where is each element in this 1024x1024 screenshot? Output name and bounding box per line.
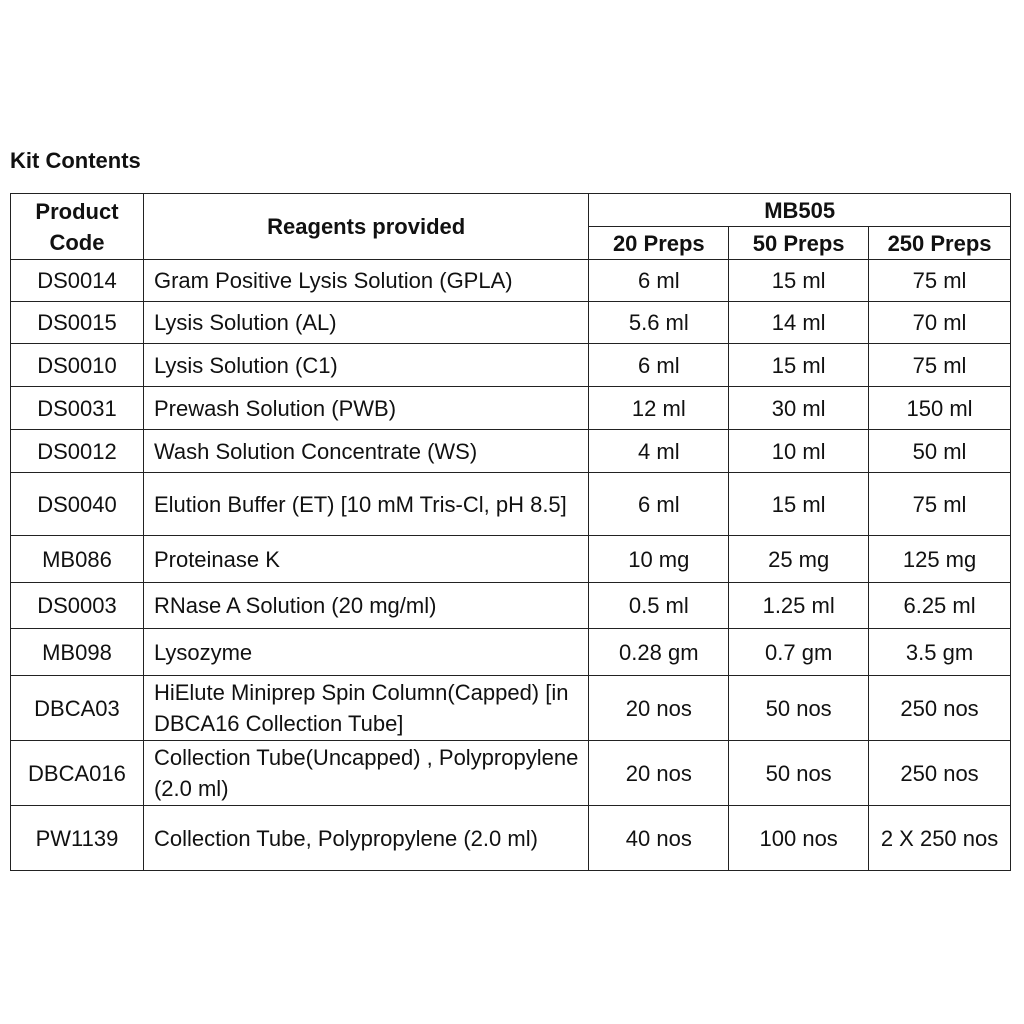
qty-250-preps-cell: 50 ml bbox=[869, 430, 1011, 473]
header-product-code: Product Code bbox=[11, 194, 144, 260]
reagent-cell: Lysozyme bbox=[143, 629, 588, 676]
qty-50-preps-cell: 100 nos bbox=[729, 806, 869, 871]
product-code-cell: PW1139 bbox=[11, 806, 144, 871]
qty-50-preps-cell: 0.7 gm bbox=[729, 629, 869, 676]
qty-50-preps-cell: 50 nos bbox=[729, 676, 869, 741]
product-code-cell: DS0031 bbox=[11, 387, 144, 430]
product-code-cell: DS0010 bbox=[11, 344, 144, 387]
table-row bbox=[11, 302, 1011, 344]
table-row bbox=[11, 430, 1011, 473]
qty-20-preps-cell: 6 ml bbox=[589, 344, 729, 387]
qty-20-preps-cell: 6 ml bbox=[589, 473, 729, 536]
table-row bbox=[11, 260, 1011, 302]
qty-250-preps-cell: 6.25 ml bbox=[869, 583, 1011, 629]
product-code-cell: DBCA03 bbox=[11, 676, 144, 741]
reagent-cell: Wash Solution Concentrate (WS) bbox=[143, 430, 588, 473]
header-kit: MB505 bbox=[589, 194, 1011, 227]
qty-250-preps-cell: 125 mg bbox=[869, 536, 1011, 583]
section-title: Kit Contents bbox=[10, 148, 141, 173]
qty-50-preps-cell: 50 nos bbox=[729, 741, 869, 806]
qty-250-preps-cell: 150 ml bbox=[869, 387, 1011, 430]
product-code-cell: MB086 bbox=[11, 536, 144, 583]
qty-50-preps-cell: 15 ml bbox=[729, 473, 869, 536]
qty-50-preps-cell: 15 ml bbox=[729, 344, 869, 387]
qty-250-preps-cell: 2 X 250 nos bbox=[869, 806, 1011, 871]
reagent-cell: Collection Tube(Uncapped) , Polypropylene (2.0 ml) bbox=[143, 741, 588, 806]
product-code-cell: DS0040 bbox=[11, 473, 144, 536]
table-row bbox=[11, 741, 1011, 806]
table-row bbox=[11, 806, 1011, 871]
qty-50-preps-cell: 14 ml bbox=[729, 302, 869, 344]
qty-50-preps-cell: 1.25 ml bbox=[729, 583, 869, 629]
header-reagents: Reagents provided bbox=[143, 194, 588, 260]
reagent-cell: RNase A Solution (20 mg/ml) bbox=[143, 583, 588, 629]
qty-50-preps-cell: 25 mg bbox=[729, 536, 869, 583]
table-row bbox=[11, 676, 1011, 741]
product-code-cell: DS0014 bbox=[11, 260, 144, 302]
qty-20-preps-cell: 0.28 gm bbox=[589, 629, 729, 676]
qty-250-preps-cell: 70 ml bbox=[869, 302, 1011, 344]
reagent-cell: Gram Positive Lysis Solution (GPLA) bbox=[143, 260, 588, 302]
table-row bbox=[11, 473, 1011, 536]
header-row bbox=[11, 194, 1011, 227]
product-code-cell: DS0003 bbox=[11, 583, 144, 629]
header-preps-50: 50 Preps bbox=[729, 227, 869, 260]
header-preps-20: 20 Preps bbox=[589, 227, 729, 260]
table-row bbox=[11, 536, 1011, 583]
table-row bbox=[11, 629, 1011, 676]
qty-20-preps-cell: 0.5 ml bbox=[589, 583, 729, 629]
reagent-cell: Prewash Solution (PWB) bbox=[143, 387, 588, 430]
qty-20-preps-cell: 4 ml bbox=[589, 430, 729, 473]
product-code-cell: DBCA016 bbox=[11, 741, 144, 806]
qty-250-preps-cell: 250 nos bbox=[869, 741, 1011, 806]
qty-20-preps-cell: 5.6 ml bbox=[589, 302, 729, 344]
table-row bbox=[11, 387, 1011, 430]
reagent-cell: HiElute Miniprep Spin Column(Capped) [in DBCA16 Collection Tube] bbox=[143, 676, 588, 741]
qty-50-preps-cell: 15 ml bbox=[729, 260, 869, 302]
reagent-cell: Lysis Solution (C1) bbox=[143, 344, 588, 387]
kit-contents-table bbox=[10, 193, 1011, 871]
table-row bbox=[11, 344, 1011, 387]
reagent-cell: Collection Tube, Polypropylene (2.0 ml) bbox=[143, 806, 588, 871]
reagent-cell: Elution Buffer (ET) [10 mM Tris-Cl, pH 8.5] bbox=[143, 473, 588, 536]
qty-20-preps-cell: 6 ml bbox=[589, 260, 729, 302]
qty-250-preps-cell: 75 ml bbox=[869, 260, 1011, 302]
qty-250-preps-cell: 75 ml bbox=[869, 344, 1011, 387]
table-row bbox=[11, 583, 1011, 629]
reagent-cell: Proteinase K bbox=[143, 536, 588, 583]
product-code-cell: DS0015 bbox=[11, 302, 144, 344]
qty-250-preps-cell: 250 nos bbox=[869, 676, 1011, 741]
qty-20-preps-cell: 20 nos bbox=[589, 676, 729, 741]
reagent-cell: Lysis Solution (AL) bbox=[143, 302, 588, 344]
qty-50-preps-cell: 30 ml bbox=[729, 387, 869, 430]
product-code-cell: DS0012 bbox=[11, 430, 144, 473]
qty-20-preps-cell: 20 nos bbox=[589, 741, 729, 806]
header-preps-250: 250 Preps bbox=[869, 227, 1011, 260]
qty-250-preps-cell: 75 ml bbox=[869, 473, 1011, 536]
qty-20-preps-cell: 40 nos bbox=[589, 806, 729, 871]
qty-50-preps-cell: 10 ml bbox=[729, 430, 869, 473]
qty-250-preps-cell: 3.5 gm bbox=[869, 629, 1011, 676]
qty-20-preps-cell: 12 ml bbox=[589, 387, 729, 430]
product-code-cell: MB098 bbox=[11, 629, 144, 676]
qty-20-preps-cell: 10 mg bbox=[589, 536, 729, 583]
